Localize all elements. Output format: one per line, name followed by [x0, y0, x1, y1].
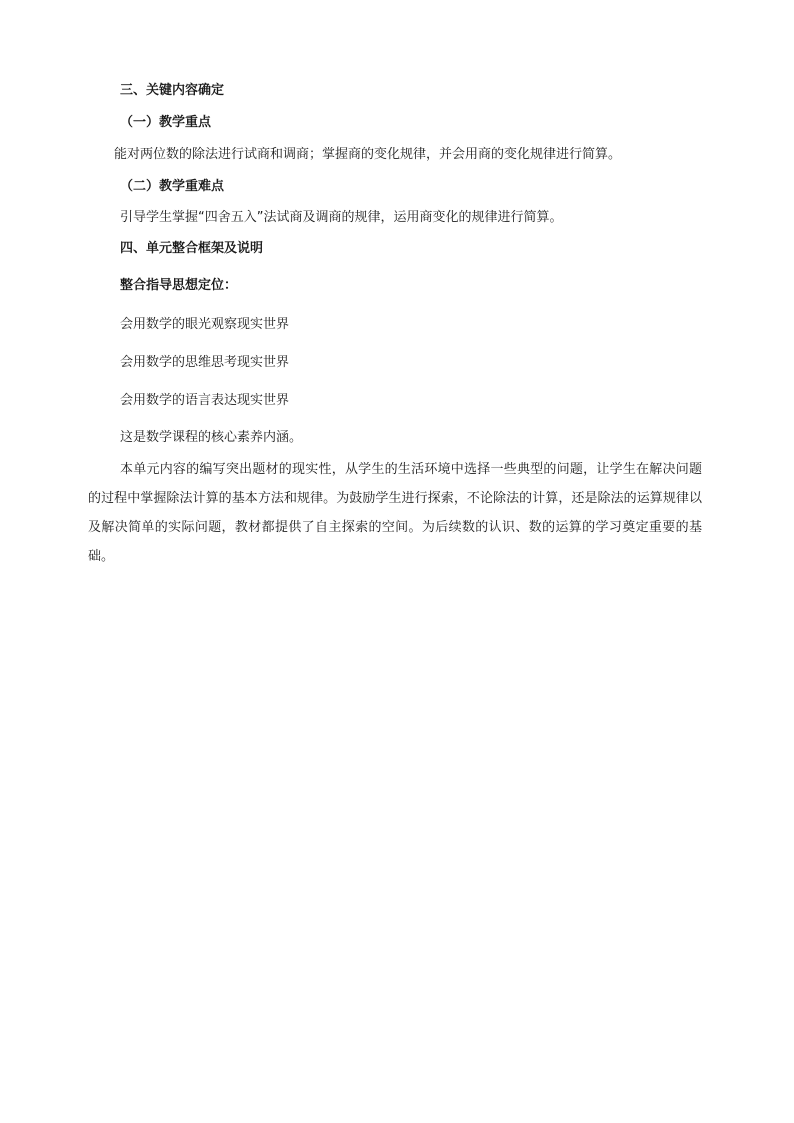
guiding-idea-line-3: 会用数学的语言表达现实世界	[120, 393, 290, 408]
guiding-idea-heading: 整合指导思想定位：	[120, 278, 238, 293]
guiding-idea-line-1: 会用数学的眼光观察现实世界	[120, 317, 290, 332]
guiding-idea-line-2: 会用数学的思维思考现实世界	[120, 355, 290, 370]
section-4-heading: 四、单元整合框架及说明	[120, 241, 264, 256]
unit-description-paragraph: 本单元内容的编写突出题材的现实性，从学生的生活环境中选择一些典型的问题，让学生在解决问题的过程中掌握除法计算的基本方法和规律。为鼓励学生进行探索，不论除法的计算，还是除法的运算规律以及解决简单的实际问题，教材都提供了自主探索的空间。为后续数的认识、数的运算的学习奠定重要的基础。	[88, 462, 702, 564]
teaching-focus-text: 能对两位数的除法进行试商和调商；掌握商的变化规律，并会用商的变化规律进行简算。	[114, 147, 622, 162]
teaching-difficulty-heading: （二）教学重难点	[120, 179, 225, 194]
teaching-difficulty-text: 引导学生掌握“四舍五入”法试商及调商的规律，运用商变化的规律进行简算。	[120, 210, 563, 225]
guiding-idea-line-4: 这是数学课程的核心素养内涵。	[120, 430, 303, 445]
teaching-focus-heading: （一）教学重点	[120, 115, 212, 130]
section-3-heading: 三、关键内容确定	[120, 83, 225, 98]
